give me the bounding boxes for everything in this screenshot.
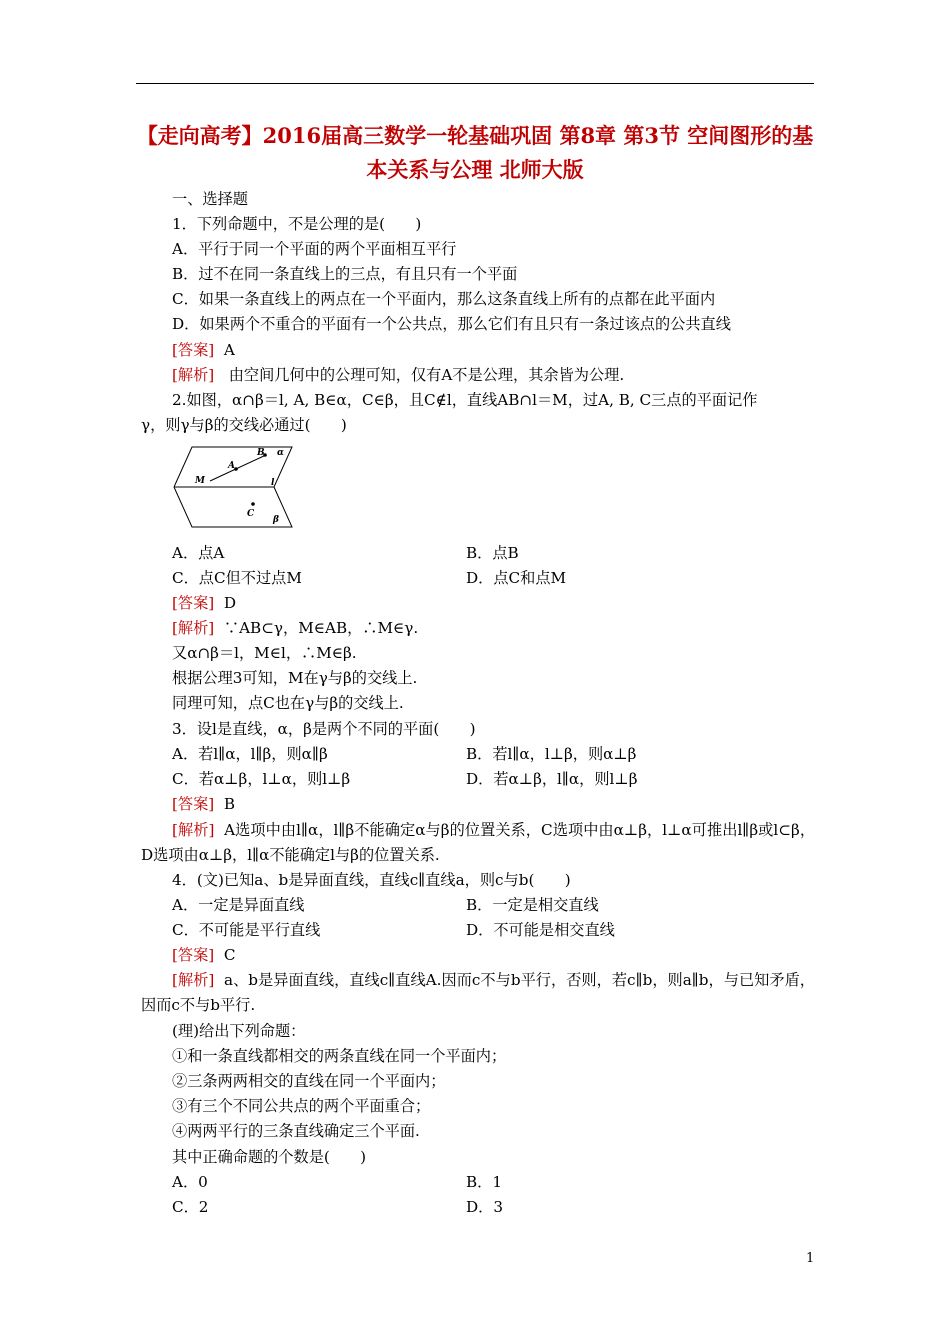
answer-value: B	[223, 795, 236, 813]
label-alpha: α	[277, 448, 284, 458]
q4-option-d: D．不可能是相交直线	[466, 921, 615, 939]
q1-option-d: D．如果两个不重合的平面有一个公共点，那么它们有且只有一条过该点的公共直线	[172, 315, 731, 333]
q4-li-prop-3: ③有三个不同公共点的两个平面重合；	[172, 1097, 431, 1115]
analysis-label: [解析]	[172, 821, 215, 839]
q4-option-b: B．一定是相交直线	[466, 896, 599, 914]
label-c: C	[247, 509, 255, 519]
q2-analysis	[172, 616, 418, 641]
q1-option-b: B．过不在同一条直线上的三点，有且只有一个平面	[172, 265, 518, 283]
answer-label: [答案]	[172, 795, 215, 813]
answer-value: A	[223, 341, 235, 359]
answer-value: C	[223, 946, 236, 964]
q2-analysis-4: 同理可知，点C也在γ与β的交线上.	[172, 694, 404, 712]
q3-answer	[172, 792, 235, 817]
q4-li-option-c: C．2	[172, 1198, 209, 1216]
q1-analysis	[172, 363, 624, 388]
q4-li-prop-2: ②三条两两相交的直线在同一个平面内；	[172, 1072, 446, 1090]
q2-answer	[172, 591, 236, 616]
q3-option-d: D．若α⊥β，l∥α，则l⊥β	[466, 770, 638, 788]
document-title: 【走向高考】2016届高三数学一轮基础巩固 第8章 第3节 空间图形的基本关系与公理 北师大版	[136, 123, 814, 182]
page-number: 1	[806, 1251, 815, 1266]
q3-analysis	[141, 818, 815, 868]
q3-option-b: B．若l∥α，l⊥β，则α⊥β	[466, 745, 637, 763]
q1-option-a: A．平行于同一个平面的两个平面相互平行	[172, 240, 457, 258]
q4-li-prop-4: ④两两平行的三条直线确定三个平面.	[172, 1122, 420, 1140]
answer-label: [答案]	[172, 594, 215, 612]
q2-option-b: B．点B	[466, 544, 519, 562]
q4-option-a: A．一定是异面直线	[172, 896, 305, 914]
q2-analysis-3: 根据公理3可知，M在γ与β的交线上.	[172, 669, 418, 687]
analysis-label: [解析]	[172, 971, 215, 989]
q4-li-option-a: A．0	[172, 1173, 208, 1191]
q2-option-a: A．点A	[172, 544, 225, 562]
q4-li-question: 其中正确命题的个数是( )	[172, 1148, 367, 1166]
analysis-label: [解析]	[172, 366, 215, 384]
q4-li-option-b: B．1	[466, 1173, 503, 1191]
answer-label: [答案]	[172, 341, 215, 359]
q4-li-stem: (理)给出下列命题：	[172, 1022, 306, 1040]
header-rule	[136, 83, 814, 84]
q4-li-prop-1: ①和一条直线都相交的两条直线在同一个平面内；	[172, 1047, 507, 1065]
label-l: l	[271, 478, 275, 488]
planes-figure	[166, 441, 296, 533]
q1-option-c: C．如果一条直线上的两点在一个平面内，那么这条直线上所有的点都在此平面内	[172, 290, 716, 308]
label-a: A	[228, 461, 235, 471]
q2-stem-line1: 2.如图，α∩β＝l, A, B∈α，C∈β，且C∉l，直线AB∩l＝M，过A, B, C三点的平面记作	[172, 391, 758, 409]
analysis-text: A选项中由l∥α，l∥β不能确定α与β的位置关系，C选项中由α⊥β，l⊥α可推出l∥β或l⊂β，D选项由α⊥β，l∥α不能确定l与β的位置关系.	[141, 821, 816, 864]
q4-li-option-d: D．3	[466, 1198, 504, 1216]
answer-label: [答案]	[172, 946, 215, 964]
section-heading: 一、选择题	[172, 190, 248, 208]
q1-stem: 1．下列命题中，不是公理的是( )	[172, 215, 422, 233]
q4-option-c: C．不可能是平行直线	[172, 921, 321, 939]
label-b: B	[257, 448, 265, 458]
answer-value: D	[223, 594, 237, 612]
q3-stem: 3．设l是直线，α，β是两个不同的平面( )	[172, 720, 476, 738]
q4-answer	[172, 943, 236, 968]
q3-option-a: A．若l∥α，l∥β，则α∥β	[172, 745, 328, 763]
analysis-text: 由空间几何中的公理可知，仅有A不是公理，其余皆为公理.	[228, 366, 625, 384]
q3-option-c: C．若α⊥β，l⊥α，则l⊥β	[172, 770, 351, 788]
q2-stem-line2: γ，则γ与β的交线必通过( )	[141, 416, 347, 434]
analysis-label: [解析]	[172, 619, 215, 637]
q2-option-d: D．点C和点M	[466, 569, 567, 587]
q4-analysis	[141, 968, 815, 1018]
label-m: M	[195, 476, 205, 486]
q2-analysis-2: 又α∩β＝l，M∈l，∴M∈β.	[172, 644, 357, 662]
q1-answer	[172, 338, 235, 363]
analysis-text: ∵AB⊂γ，M∈AB，∴M∈γ.	[223, 619, 419, 637]
analysis-text: a、b是异面直线，直线c∥直线A.因而c不与b平行，否则，若c∥b，则a∥b，与已知矛盾，因而c不与b平行.	[141, 971, 815, 1014]
q2-option-c: C．点C但不过点M	[172, 569, 302, 587]
q4-stem: 4．(文)已知a、b是异面直线，直线c∥直线a，则c与b( )	[172, 871, 571, 889]
label-beta: β	[273, 515, 279, 525]
